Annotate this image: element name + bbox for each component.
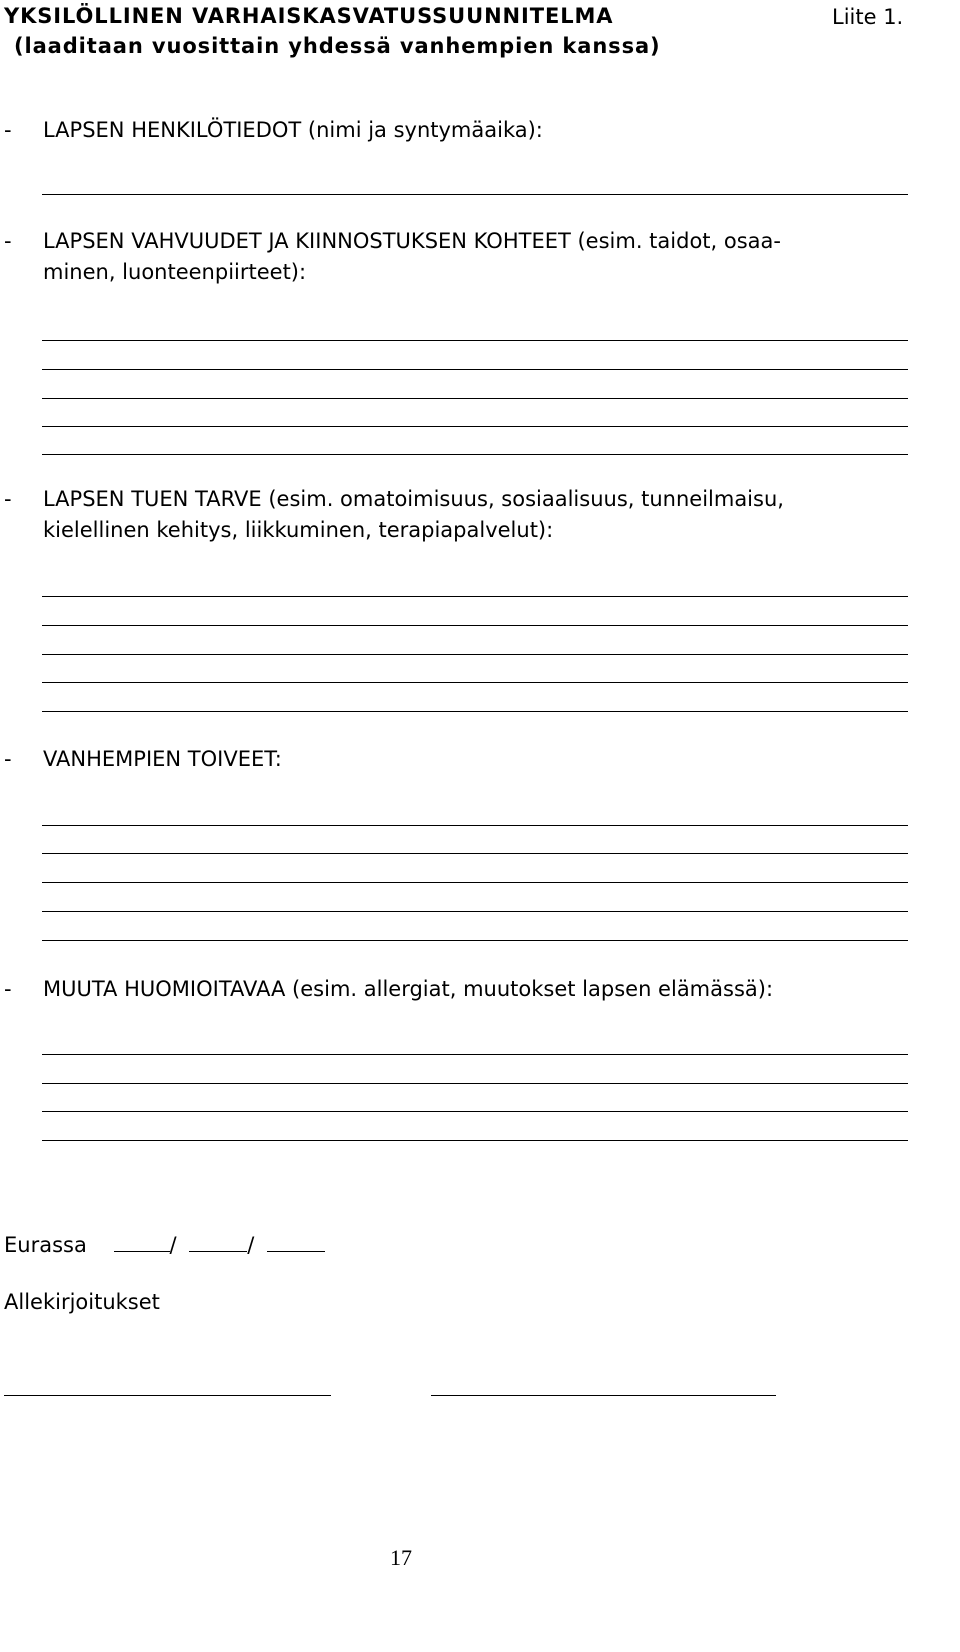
- signature-line-1[interactable]: [4, 1395, 331, 1396]
- section-dash: -: [4, 229, 12, 253]
- section-strengths-heading-line2: minen, luonteenpiirteet):: [43, 260, 307, 284]
- section-dash: -: [4, 487, 12, 511]
- answer-line[interactable]: [42, 625, 908, 626]
- document-subtitle: (laaditaan vuosittain yhdessä vanhempien kanssa): [14, 34, 661, 58]
- place-date-row: [4, 1235, 325, 1256]
- answer-line[interactable]: [42, 194, 908, 195]
- answer-line[interactable]: [42, 398, 908, 399]
- answer-line[interactable]: [42, 1054, 908, 1055]
- answer-line[interactable]: [42, 911, 908, 912]
- document-title: YKSILÖLLINEN VARHAISKASVATUSSUUNNITELMA: [4, 4, 614, 28]
- answer-line[interactable]: [42, 596, 908, 597]
- answer-line[interactable]: [42, 454, 908, 455]
- answer-line[interactable]: [42, 426, 908, 427]
- answer-line[interactable]: [42, 940, 908, 941]
- answer-line[interactable]: [42, 853, 908, 854]
- date-month-field[interactable]: [189, 1250, 247, 1252]
- section-support-needs-heading-line1: LAPSEN TUEN TARVE (esim. omatoimisuus, sosiaalisuus, tunneilmaisu,: [43, 487, 784, 511]
- answer-line[interactable]: [42, 1111, 908, 1112]
- date-separator: /: [169, 1233, 177, 1257]
- place-label: Eurassa: [4, 1233, 87, 1257]
- page-number: 17: [390, 1545, 412, 1570]
- signatures-label: Allekirjoitukset: [4, 1290, 160, 1314]
- date-year-field[interactable]: [267, 1250, 325, 1252]
- answer-line[interactable]: [42, 682, 908, 683]
- date-separator: /: [247, 1233, 255, 1257]
- section-other-notes-heading: MUUTA HUOMIOITAVAA (esim. allergiat, muutokset lapsen elämässä):: [43, 977, 774, 1001]
- answer-line[interactable]: [42, 369, 908, 370]
- answer-line[interactable]: [42, 1140, 908, 1141]
- section-parent-wishes-heading: VANHEMPIEN TOIVEET:: [43, 747, 282, 771]
- answer-line[interactable]: [42, 711, 908, 712]
- answer-line[interactable]: [42, 340, 908, 341]
- section-dash: -: [4, 118, 12, 142]
- answer-line[interactable]: [42, 1083, 908, 1084]
- answer-line[interactable]: [42, 882, 908, 883]
- section-support-needs-heading-line2: kielellinen kehitys, liikkuminen, terapiapalvelut):: [43, 518, 554, 542]
- date-day-field[interactable]: [114, 1250, 170, 1252]
- answer-line[interactable]: [42, 825, 908, 826]
- answer-line[interactable]: [42, 654, 908, 655]
- signature-line-2[interactable]: [431, 1395, 776, 1396]
- section-dash: -: [4, 747, 12, 771]
- appendix-label: Liite 1.: [832, 5, 904, 29]
- section-personal-info-heading: LAPSEN HENKILÖTIEDOT (nimi ja syntymäaika):: [43, 118, 543, 142]
- section-strengths-heading-line1: LAPSEN VAHVUUDET JA KIINNOSTUKSEN KOHTEET (esim. taidot, osaa-: [43, 229, 781, 253]
- section-dash: -: [4, 977, 12, 1001]
